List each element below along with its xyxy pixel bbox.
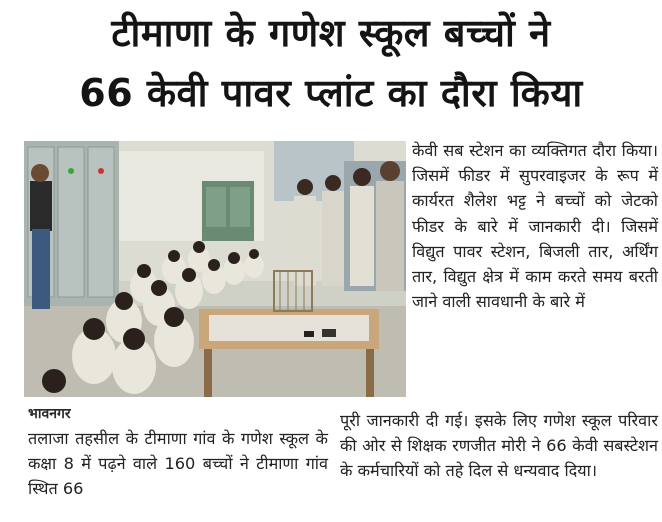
headline-line-1: टीमाणा के गणेश स्कूल बच्चों ने [111,11,551,55]
body-column-right-bottom [340,408,658,484]
body-text-right-top: केवी सब स्टेशन का व्यक्तिगत दौरा किया। जिसमें फीडर में सुपरवाइजर के रूप में कार्यरत शैलेश भट्ट ने बच्चों को जेटको फीडर के बारे में जानकारी दी। जिसमें विद्युत पावर स्टेशन, बिजली तार, अर्थिंग तार, विद्युत क्षेत्र में काम करते समय बरती जाने वाली सावधानी के बारे में [412,141,658,312]
photo-illustration [24,141,406,397]
body-column-right-top [412,138,658,314]
headline-line-2: 66 केवी पावर प्लांट का दौरा किया [79,71,583,115]
body-text-right-bottom: पूरी जानकारी दी गई। इसके लिए गणेश स्कूल परिवार की ओर से शिक्षक रणजीत मोरी ने 66 केवी सबस्टेशन के कर्मचारियों को तहे दिल से धन्यवाद दिया। [340,411,658,481]
body-text-left: तलाजा तहसील के टीमाणा गांव के गणेश स्कूल के कक्षा 8 में पढ़ने वाले 160 बच्चों ने टीमाणा गांव स्थित 66 [28,429,328,499]
body-column-left [28,426,328,502]
news-photo [24,141,406,397]
headline [0,4,662,122]
dateline: भावनगर [28,406,71,422]
